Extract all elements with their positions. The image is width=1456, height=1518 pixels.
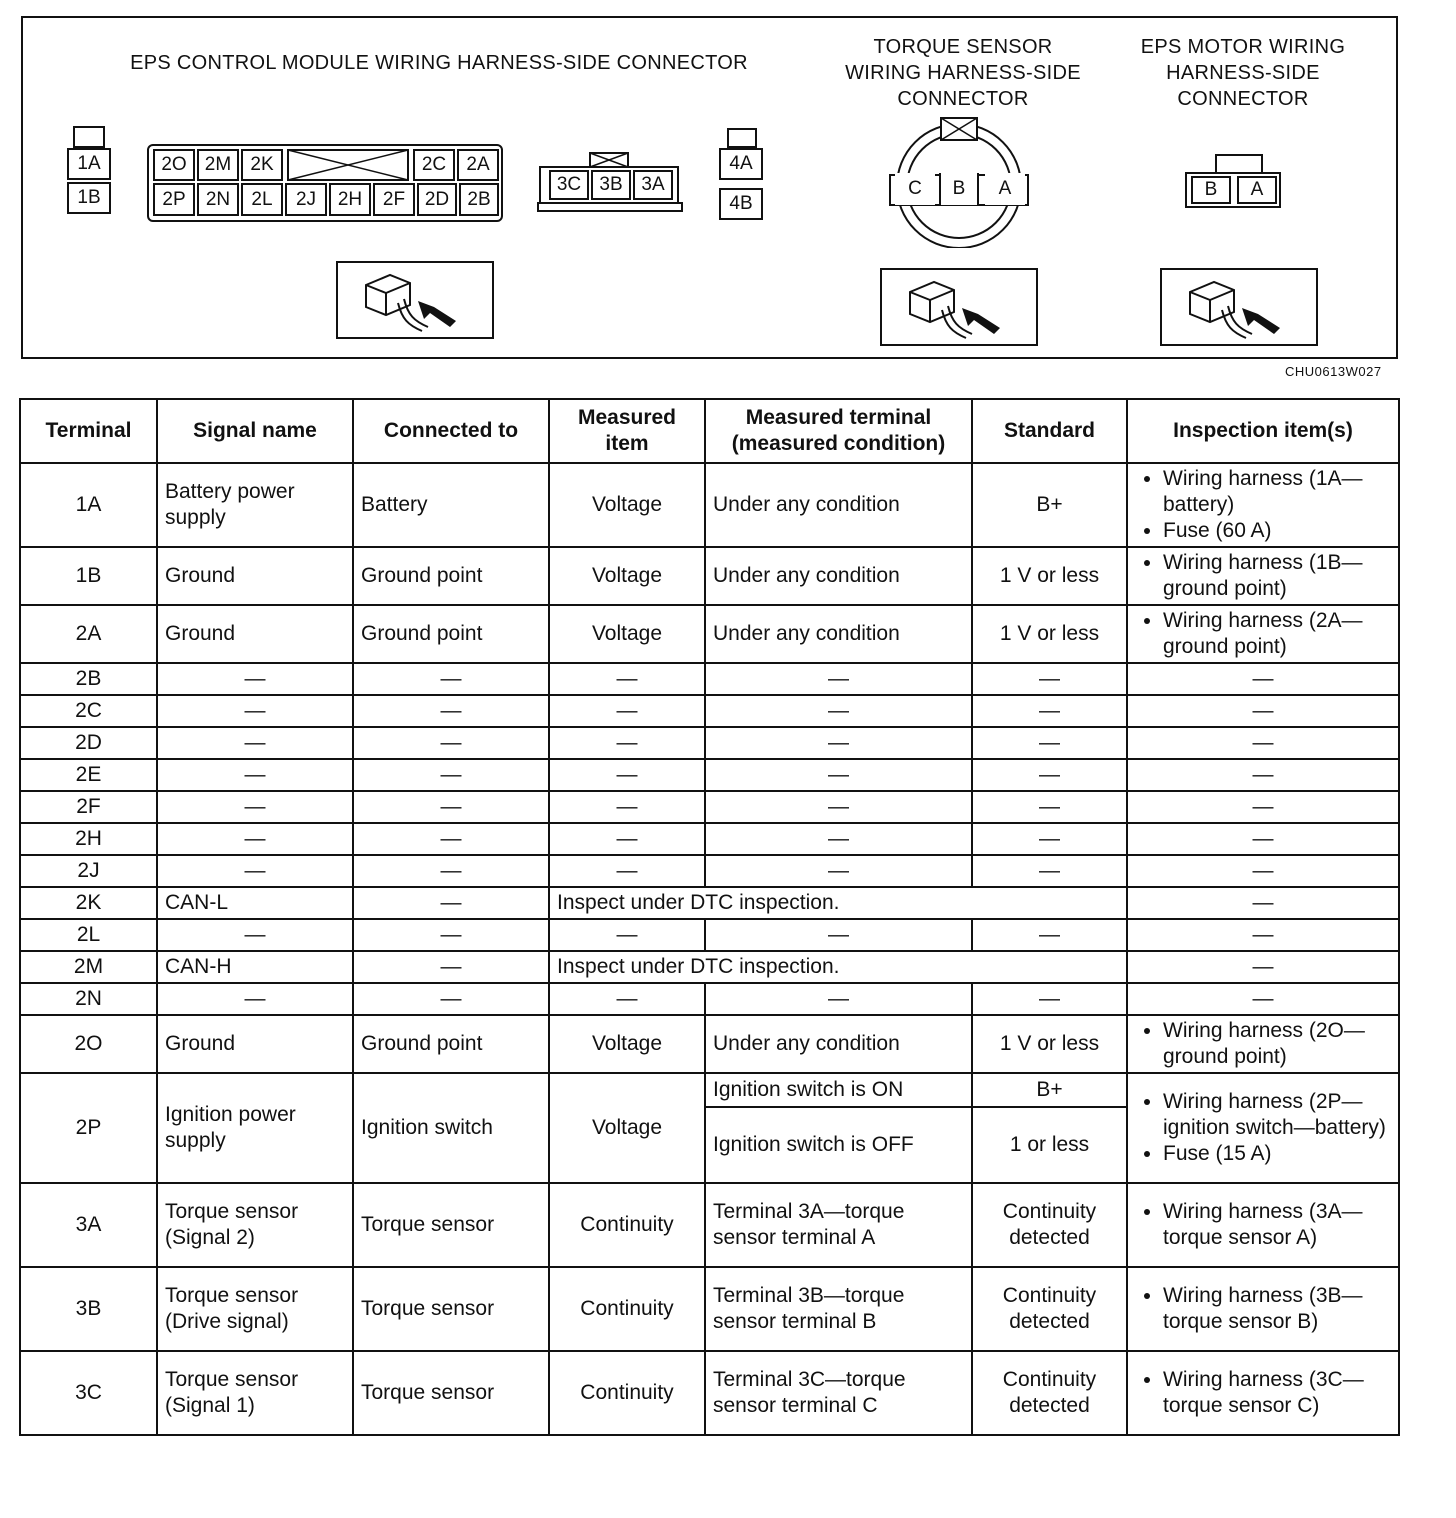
- standard-cell: B+: [972, 1073, 1127, 1107]
- header-standard: Standard: [972, 399, 1127, 463]
- dash-cell: —: [157, 727, 353, 759]
- pin-torque-C: C: [895, 173, 935, 205]
- dash-cell: —: [549, 727, 705, 759]
- dash-cell: —: [1127, 759, 1399, 791]
- dash-cell: —: [157, 695, 353, 727]
- condition-cell: Ignition switch is OFF: [705, 1107, 972, 1183]
- signal-cell: CAN-H: [157, 951, 353, 983]
- inspection-cell: [1127, 1183, 1399, 1267]
- dash-cell: —: [1127, 919, 1399, 951]
- terminal-cell: 2D: [20, 727, 157, 759]
- condition-cell: Under any condition: [705, 1015, 972, 1073]
- terminal-cell: 2A: [20, 605, 157, 663]
- table-row: [20, 605, 1399, 663]
- terminal-spec-table: [19, 398, 1400, 1436]
- dash-cell: —: [353, 983, 549, 1015]
- dash-cell: —: [549, 695, 705, 727]
- inspection-cell: [1127, 1351, 1399, 1435]
- terminal-cell: 1B: [20, 547, 157, 605]
- header-terminal: Terminal: [20, 399, 157, 463]
- standard-cell: 1 or less: [972, 1107, 1127, 1183]
- dash-cell: —: [972, 983, 1127, 1015]
- dash-cell: —: [705, 727, 972, 759]
- table-row: [20, 1073, 1399, 1107]
- dash-cell: —: [705, 919, 972, 951]
- dash-cell: —: [1127, 983, 1399, 1015]
- connected-cell: Torque sensor: [353, 1267, 549, 1351]
- inspection-item: • Wiring harness (1B—ground point): [1163, 550, 1391, 602]
- standard-cell: Continuity detected: [972, 1267, 1127, 1351]
- torque-sensor-connector-title: TORQUE SENSOR WIRING HARNESS-SIDE CONNECTOR: [845, 36, 1081, 110]
- terminal-cell: 2C: [20, 695, 157, 727]
- connected-cell: Ground point: [353, 547, 549, 605]
- table-row: [20, 695, 1399, 727]
- dash-cell: —: [972, 823, 1127, 855]
- table-row: [20, 1183, 1399, 1267]
- signal-cell: Torque sensor (Signal 1): [157, 1351, 353, 1435]
- header-connected-to: Connected to: [353, 399, 549, 463]
- standard-cell: 1 V or less: [972, 547, 1127, 605]
- standard-cell: 1 V or less: [972, 605, 1127, 663]
- table-row: [20, 547, 1399, 605]
- dash-cell: —: [705, 823, 972, 855]
- pin-2F: 2F: [373, 183, 415, 216]
- inspection-item: • Fuse (15 A): [1163, 1141, 1391, 1167]
- terminal-cell: 2B: [20, 663, 157, 695]
- signal-cell: Battery power supply: [157, 463, 353, 547]
- dash-cell: —: [353, 823, 549, 855]
- inspection-item: • Fuse (60 A): [1163, 518, 1391, 544]
- connected-cell: Ground point: [353, 1015, 549, 1073]
- pin-2N: 2N: [197, 183, 239, 216]
- dash-cell: —: [353, 887, 549, 919]
- terminal-cell: 2H: [20, 823, 157, 855]
- connector-diagram: [21, 16, 1398, 359]
- dash-cell: —: [705, 983, 972, 1015]
- dash-cell: —: [549, 759, 705, 791]
- signal-cell: Ground: [157, 1015, 353, 1073]
- dash-cell: —: [157, 759, 353, 791]
- pin-4B: 4B: [719, 188, 763, 220]
- pin-2K: 2K: [241, 149, 283, 181]
- dash-cell: —: [157, 919, 353, 951]
- pin-torque-A: A: [985, 173, 1025, 205]
- signal-cell: Torque sensor (Signal 2): [157, 1183, 353, 1267]
- item-cell: Voltage: [549, 1073, 705, 1183]
- table-row: [20, 463, 1399, 547]
- pin-2A: 2A: [457, 149, 499, 181]
- table-row: [20, 663, 1399, 695]
- connected-cell: Ground point: [353, 605, 549, 663]
- terminal-cell: 2N: [20, 983, 157, 1015]
- pin-1B: 1B: [67, 182, 111, 214]
- connector-4-latch: [727, 128, 757, 148]
- dash-cell: —: [549, 791, 705, 823]
- table-row: [20, 791, 1399, 823]
- table-row: [20, 1351, 1399, 1435]
- dash-cell: —: [1127, 855, 1399, 887]
- standard-cell: Continuity detected: [972, 1183, 1127, 1267]
- inspection-cell: [1127, 463, 1399, 547]
- pin-4A: 4A: [719, 148, 763, 180]
- dash-cell: —: [353, 759, 549, 791]
- connected-cell: Torque sensor: [353, 1183, 549, 1267]
- dash-cell: —: [1127, 791, 1399, 823]
- pin-2M: 2M: [197, 149, 239, 181]
- condition-cell: Under any condition: [705, 605, 972, 663]
- dash-cell: —: [353, 727, 549, 759]
- connector-3-latch-icon: [589, 152, 629, 168]
- item-cell: Continuity: [549, 1267, 705, 1351]
- dash-cell: —: [1127, 663, 1399, 695]
- table-row: [20, 823, 1399, 855]
- dash-cell: —: [972, 919, 1127, 951]
- terminal-cell: 2P: [20, 1073, 157, 1183]
- header-measured-item: Measured item: [549, 399, 705, 463]
- table-row: [20, 1267, 1399, 1351]
- eps-motor-connector-title: EPS MOTOR WIRING HARNESS-SIDE CONNECTOR: [1140, 36, 1346, 110]
- pin-3A: 3A: [633, 170, 673, 200]
- pin-motor-B: B: [1191, 176, 1231, 204]
- table-row: [20, 951, 1399, 983]
- terminal-cell: 2K: [20, 887, 157, 919]
- inspection-item: • Wiring harness (2O—ground point): [1163, 1018, 1391, 1070]
- dash-cell: —: [549, 855, 705, 887]
- condition-cell: Terminal 3C—torque sensor terminal C: [705, 1351, 972, 1435]
- condition-cell: Ignition switch is ON: [705, 1073, 972, 1107]
- pin-3C: 3C: [549, 170, 589, 200]
- dash-cell: —: [353, 855, 549, 887]
- dash-cell: —: [705, 663, 972, 695]
- standard-cell: B+: [972, 463, 1127, 547]
- dtc-note-cell: Inspect under DTC inspection.: [549, 887, 1127, 919]
- inspection-cell: [1127, 1015, 1399, 1073]
- condition-cell: Terminal 3B—torque sensor terminal B: [705, 1267, 972, 1351]
- pin-2H: 2H: [329, 183, 371, 216]
- pin-2J: 2J: [285, 183, 327, 216]
- inspection-item: • Wiring harness (2P—ignition switch—battery): [1163, 1089, 1391, 1141]
- dash-cell: —: [1127, 887, 1399, 919]
- terminal-cell: 2O: [20, 1015, 157, 1073]
- inspection-item: • Wiring harness (1A—battery): [1163, 466, 1391, 518]
- dash-cell: —: [157, 791, 353, 823]
- condition-cell: Under any condition: [705, 547, 972, 605]
- connector-1-latch: [73, 126, 105, 148]
- terminal-cell: 2F: [20, 791, 157, 823]
- dash-cell: —: [972, 791, 1127, 823]
- harness-view-box-3: [1160, 268, 1318, 346]
- pin-2L: 2L: [241, 183, 283, 216]
- inspection-cell: [1127, 1267, 1399, 1351]
- signal-cell: Torque sensor (Drive signal): [157, 1267, 353, 1351]
- dash-cell: —: [157, 983, 353, 1015]
- pin-2O: 2O: [153, 149, 195, 181]
- dash-cell: —: [353, 695, 549, 727]
- motor-connector-latch: [1215, 154, 1263, 174]
- connector-3-rail: [537, 202, 683, 212]
- signal-cell: CAN-L: [157, 887, 353, 919]
- dash-cell: —: [705, 759, 972, 791]
- pin-motor-A: A: [1237, 176, 1277, 204]
- item-cell: Continuity: [549, 1183, 705, 1267]
- harness-view-box-2: [880, 268, 1038, 346]
- blank-cavity-icon: [287, 149, 409, 181]
- dash-cell: —: [353, 663, 549, 695]
- standard-cell: 1 V or less: [972, 1015, 1127, 1073]
- item-cell: Voltage: [549, 547, 705, 605]
- table-row: [20, 855, 1399, 887]
- dash-cell: —: [549, 823, 705, 855]
- harness-view-box-1: [336, 261, 494, 339]
- terminal-cell: 2E: [20, 759, 157, 791]
- dash-cell: —: [972, 727, 1127, 759]
- table-row: [20, 983, 1399, 1015]
- inspection-cell: [1127, 547, 1399, 605]
- dash-cell: —: [972, 759, 1127, 791]
- dash-cell: —: [1127, 695, 1399, 727]
- pin-2C: 2C: [413, 149, 455, 181]
- signal-cell: Ground: [157, 547, 353, 605]
- dash-cell: —: [972, 855, 1127, 887]
- table-row: [20, 727, 1399, 759]
- dash-cell: —: [157, 663, 353, 695]
- connector-harness-view-icon: [338, 263, 492, 337]
- header-signal-name: Signal name: [157, 399, 353, 463]
- table-row: [20, 1015, 1399, 1073]
- condition-cell: Terminal 3A—torque sensor terminal A: [705, 1183, 972, 1267]
- dash-cell: —: [353, 951, 549, 983]
- dash-cell: —: [705, 695, 972, 727]
- terminal-cell: 2L: [20, 919, 157, 951]
- terminal-cell: 3A: [20, 1183, 157, 1267]
- dash-cell: —: [549, 919, 705, 951]
- pin-3B: 3B: [591, 170, 631, 200]
- dash-cell: —: [353, 791, 549, 823]
- eps-module-connector-title: EPS CONTROL MODULE WIRING HARNESS-SIDE CONNECTOR: [130, 52, 748, 74]
- terminal-cell: 3B: [20, 1267, 157, 1351]
- connected-cell: Battery: [353, 463, 549, 547]
- signal-cell: Ignition power supply: [157, 1073, 353, 1183]
- connected-cell: Ignition switch: [353, 1073, 549, 1183]
- inspection-item: • Wiring harness (2A—ground point): [1163, 608, 1391, 660]
- terminal-cell: 3C: [20, 1351, 157, 1435]
- item-cell: Voltage: [549, 1015, 705, 1073]
- dash-cell: —: [157, 823, 353, 855]
- pin-1A: 1A: [67, 148, 111, 180]
- pin-2B: 2B: [459, 183, 499, 216]
- figure-code: CHU0613W027: [1285, 364, 1382, 379]
- condition-cell: Under any condition: [705, 463, 972, 547]
- item-cell: Voltage: [549, 605, 705, 663]
- table-row: [20, 919, 1399, 951]
- terminal-cell: 2J: [20, 855, 157, 887]
- connected-cell: Torque sensor: [353, 1351, 549, 1435]
- pin-2D: 2D: [417, 183, 457, 216]
- header-inspection-items: Inspection item(s): [1127, 399, 1399, 463]
- dtc-note-cell: Inspect under DTC inspection.: [549, 951, 1127, 983]
- dash-cell: —: [1127, 951, 1399, 983]
- table-header-row: [20, 399, 1399, 463]
- dash-cell: —: [1127, 823, 1399, 855]
- connector-harness-view-icon: [1162, 270, 1316, 344]
- dash-cell: —: [972, 695, 1127, 727]
- inspection-cell: [1127, 605, 1399, 663]
- inspection-item: • Wiring harness (3C—torque sensor C): [1163, 1367, 1391, 1419]
- standard-cell: Continuity detected: [972, 1351, 1127, 1435]
- terminal-cell: 2M: [20, 951, 157, 983]
- signal-cell: Ground: [157, 605, 353, 663]
- dash-cell: —: [972, 663, 1127, 695]
- connector-harness-view-icon: [882, 270, 1036, 344]
- inspection-item: • Wiring harness (3B—torque sensor B): [1163, 1283, 1391, 1335]
- item-cell: Continuity: [549, 1351, 705, 1435]
- table-row: [20, 887, 1399, 919]
- dash-cell: —: [705, 791, 972, 823]
- table-row: [20, 759, 1399, 791]
- pin-2P: 2P: [153, 183, 195, 216]
- dash-cell: —: [157, 855, 353, 887]
- inspection-cell: [1127, 1073, 1399, 1183]
- header-measured-terminal: Measured terminal (measured condition): [705, 399, 972, 463]
- terminal-cell: 1A: [20, 463, 157, 547]
- dash-cell: —: [705, 855, 972, 887]
- item-cell: Voltage: [549, 463, 705, 547]
- pin-torque-B: B: [939, 173, 979, 205]
- dash-cell: —: [549, 983, 705, 1015]
- dash-cell: —: [353, 919, 549, 951]
- dash-cell: —: [549, 663, 705, 695]
- dash-cell: —: [1127, 727, 1399, 759]
- inspection-item: • Wiring harness (3A—torque sensor A): [1163, 1199, 1391, 1251]
